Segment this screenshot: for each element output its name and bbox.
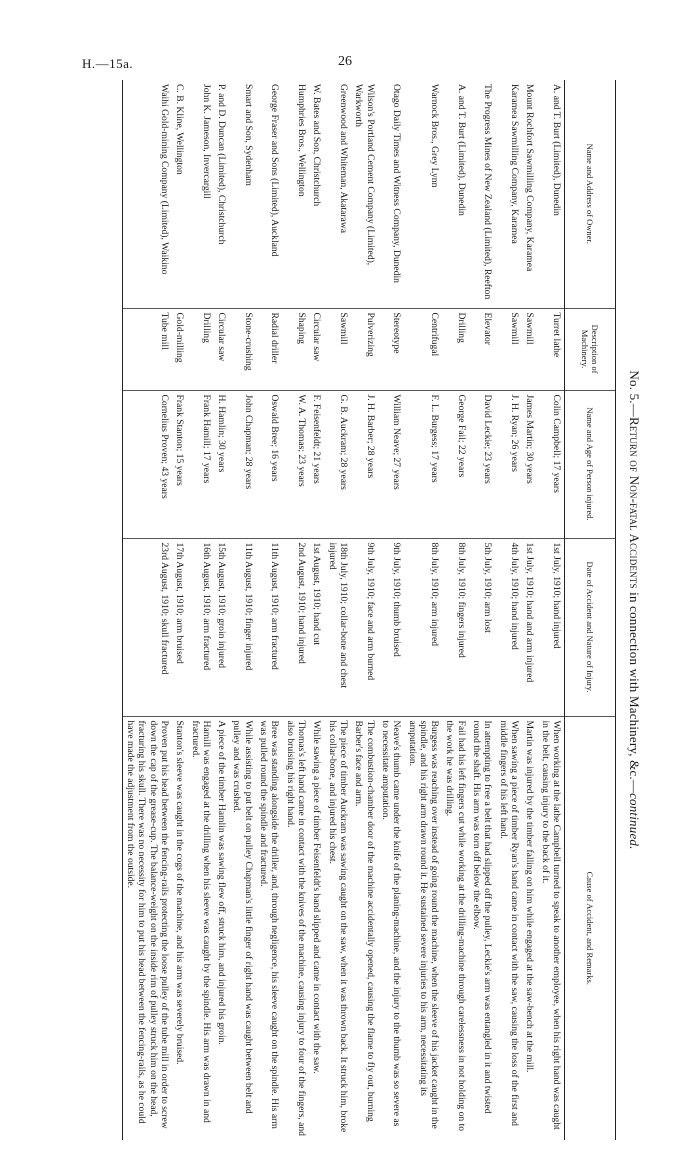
cell-machinery: Stereotype xyxy=(378,308,405,390)
cell-person: F. Feisenfeldt; 21 years xyxy=(309,390,324,538)
table-row xyxy=(442,80,469,1140)
table-row xyxy=(214,80,229,1140)
cell-date: 1st July, 1910; hand and arm injured xyxy=(522,538,537,716)
page-code: H.—15a. xyxy=(82,56,134,71)
table-row xyxy=(537,80,564,1140)
cell-date: 9th July, 1910; face and arm burned xyxy=(351,538,378,716)
cell-person: David Leckie; 23 years xyxy=(469,390,496,538)
title-main: Return of Non-fatal Accidents xyxy=(627,416,642,589)
cell-person: James Martin; 30 years xyxy=(522,390,537,538)
title-continued: continued. xyxy=(627,793,642,850)
cell-machinery: Tube mill xyxy=(122,308,172,390)
cell-person: John Chapman; 28 years xyxy=(229,390,256,538)
col-owner: Name and Address of Owner. xyxy=(565,80,616,308)
table-row xyxy=(469,80,496,1140)
cell-date: 1st August, 1910; hand cut xyxy=(309,538,324,716)
cell-cause: When working at the lathe Campbell turned to speak to another employee, when his right hand was caught in the belt, causing injury to the back of it. xyxy=(537,716,564,1140)
cell-owner: Warnock Bros., Grey Lynn xyxy=(429,84,441,188)
cell-owner: John K. Jameson, Invercargill xyxy=(200,84,212,199)
cell-owner: C. B. Kline, Wellington xyxy=(174,84,186,175)
cell-owner: Karamea Sawmilling Company, Karamea xyxy=(509,84,521,244)
cell-person: J. H. Ryan; 26 years xyxy=(495,390,522,538)
cell-person: William Neave; 27 years xyxy=(378,390,405,538)
cell-machinery: Centrifugal xyxy=(404,308,442,390)
table-row xyxy=(324,80,351,1140)
cell-person: Colin Campbell; 17 years xyxy=(537,390,564,538)
cell-cause: While sawing a piece of timber Feisenfeldt's hand slipped and came in contact with the saw. xyxy=(309,716,324,1140)
accidents-table xyxy=(122,80,616,1140)
cell-person: F. L. Burgess; 17 years xyxy=(404,390,442,538)
cell-owner: Greenwood and Whiteman, Akatarawa xyxy=(338,84,349,234)
header-row xyxy=(565,80,616,1140)
cell-cause: Burgess was reaching over instead of going round the machine, when the sleeve of his jacket caught in the spindle, and his right arm drawn round it. He sustained severe injuries to his arm, necessitating its amputation. xyxy=(404,716,442,1140)
cell-person: H. Hamlin; 30 years xyxy=(214,390,229,538)
cell-cause: Neave's thumb came under the knife of the planing-machine, and the injury to the thumb was so severe as to necessitate amputation. xyxy=(378,716,405,1140)
cell-machinery: Circular saw xyxy=(309,308,324,390)
cell-machinery: Pulverizing xyxy=(351,308,378,390)
cell-cause: Stanton's sleeve was caught in the cogs of the machine, and his arm was severely bruised. xyxy=(172,716,187,1140)
cell-cause: While assisting to put belt on pulley Chapman's little finger of right hand was caught between belt and pulley and was crushed. xyxy=(229,716,256,1140)
cell-date: 1st July, 1910; hand injured xyxy=(537,538,564,716)
table-row xyxy=(378,80,405,1140)
table-title: No. 5.—Return of Non-fatal Accidents in connection with Machinery, &c.—continued. xyxy=(627,370,642,850)
cell-cause: Fail had his left fingers cut while working at the drilling-machine through carelessness in not holding on to the work he was drilling. xyxy=(442,716,469,1140)
cell-owner: Waihi Gold-mining Company (Limited), Waikino xyxy=(122,80,172,308)
cell-cause: Martin was injured by the timber falling on him while engaged at the saw-bench at the mill. xyxy=(522,716,537,1140)
cell-owner: Otago Daily Times and Witness Company, Dunedin xyxy=(391,84,403,283)
table-row xyxy=(229,80,256,1140)
cell-machinery: Turret lathe xyxy=(537,308,564,390)
cell-cause: A piece of the timber Hamlin was sawing flew off, struck him, and injured his groin. xyxy=(214,716,229,1140)
cell-owner: The Progress Mines of New Zealand (Limited), Reefton xyxy=(482,84,494,300)
cell-person: G. B. Auckram; 28 years xyxy=(324,390,351,538)
cell-machinery: Drilling xyxy=(442,308,469,390)
cell-person: George Fail; 22 years xyxy=(442,390,469,538)
cell-date: 17th August, 1910; arm bruised xyxy=(172,538,187,716)
cell-machinery: Drilling xyxy=(187,308,214,390)
cell-date: 16th August, 1910; arm fractured xyxy=(187,538,214,716)
cell-machinery: Gold-milling xyxy=(172,308,187,390)
cell-owner: Smart and Son, Sydenham xyxy=(242,84,254,186)
table-row xyxy=(351,80,378,1140)
cell-date: 5th July, 1910; arm lost xyxy=(469,538,496,716)
table-row xyxy=(187,80,214,1140)
cell-machinery: Radial driller xyxy=(256,308,283,390)
cell-owner: George Fraser and Sons (Limited), Auckland xyxy=(269,84,281,257)
cell-person: Frank Hamill; 17 years xyxy=(187,390,214,538)
cell-cause: Hamill was engaged at the drilling when his sleeve was caught by the spindle. His arm was drawn in and fractured. xyxy=(187,716,214,1140)
col-cause: Cause of Accident, and Remarks. xyxy=(565,716,616,1140)
cell-person: W. A. Thomas; 23 years xyxy=(282,390,309,538)
cell-date: 9th July, 1910; thumb bruised xyxy=(378,538,405,716)
cell-person: J. H. Barber; 28 years xyxy=(351,390,378,538)
cell-date: 23rd August, 1910; skull fractured xyxy=(122,538,172,716)
cell-person: Cornelius Proven; 43 years xyxy=(122,390,172,538)
table-row xyxy=(404,80,442,1140)
table-row xyxy=(256,80,283,1140)
cell-machinery: Sawmill xyxy=(324,308,351,390)
table-row xyxy=(282,80,309,1140)
col-person: Name and Age of Person injured. xyxy=(565,390,616,538)
table-row xyxy=(309,80,324,1140)
cell-machinery: Shaping xyxy=(282,308,309,390)
page-number: 26 xyxy=(338,54,352,69)
cell-date: 8th July, 1910; fingers injured xyxy=(442,538,469,716)
cell-cause: Thomas's left hand came in contact with the knives of the machine, causing injury to four of the fingers, and also bruising his right hand. xyxy=(282,716,309,1140)
cell-cause: The piece of timber Auckram was sawing caught on the saw, when it was thrown back. It struck him, broke his collar-bone, and injured his chest. xyxy=(324,716,351,1140)
cell-date: 4th July, 1910; hand injured xyxy=(495,538,522,716)
cell-owner: A. and T. Burt (Limited), Dunedin xyxy=(551,84,562,216)
cell-owner: P. and D. Duncan (Limited), Christchurch xyxy=(216,84,228,245)
cell-owner: Humphries Bros., Wellington xyxy=(296,84,308,197)
table-row xyxy=(172,80,187,1140)
table-row xyxy=(122,80,172,1140)
cell-machinery: Sawmill xyxy=(495,308,522,390)
cell-machinery: Elevator xyxy=(469,308,496,390)
cell-date: 11th August, 1910; arm fractured xyxy=(256,538,283,716)
cell-cause: In attempting to free a belt that had slipped off the pulley, Leckie's arm was entangled in it and twisted round the shaft. His arm was torn off below the elbow. xyxy=(469,716,496,1140)
cell-date: 8th July, 1910; arm injured xyxy=(404,538,442,716)
cell-cause: Proven put his head between the fencing-rails protecting the loose pulley of the tube mill in order to screw down the cap of the grease-cup. The balance-weight on the inside rim of pulley struck him on the head, fracturing his skull. There was no necessity for him to put his head between the fencing-rails, as he could have made the adjustment from the outside. xyxy=(122,716,172,1140)
cell-owner: W. Bates and Son, Christchurch xyxy=(311,84,323,207)
cell-machinery: Circular saw xyxy=(214,308,229,390)
col-date: Date of Accident and Nature of Injury. xyxy=(565,538,616,716)
cell-date: 2nd August, 1910; hand injured xyxy=(282,538,309,716)
rotated-page xyxy=(90,80,650,1140)
table-row xyxy=(522,80,537,1140)
cell-date: 11th August, 1910; finger injured xyxy=(229,538,256,716)
col-machinery: Description of Machinery. xyxy=(565,308,616,390)
cell-person: Oswald Bree; 16 years xyxy=(256,390,283,538)
cell-date: 18th July, 1910; collar-bone and chest injured xyxy=(324,538,351,716)
cell-date: 15th August, 1910; groin injured xyxy=(214,538,229,716)
cell-cause: When sawing a piece of timber Ryan's hand came in contact with the saw, causing the loss of the first and middle fingers of his left hand. xyxy=(495,716,522,1140)
cell-person: Frank Stanton; 15 years xyxy=(172,390,187,538)
table-row xyxy=(495,80,522,1140)
cell-cause: The combustion-chamber door of the machine accidentally opened, causing the flame to fly out, burning Barber's face and arm. xyxy=(351,716,378,1140)
cell-owner: Wilson's Portland Cement Company (Limited), Warkworth xyxy=(353,84,376,266)
cell-owner: A. and T. Burt (Limited), Dunedin xyxy=(455,84,467,216)
cell-cause: Bree was standing alongside the driller, and, through negligence, his sleeve caught on the spindle. His arm was pulled round the spindle and fractured. xyxy=(256,716,283,1140)
cell-owner: Mount Rochfort Sawmilling Company, Karamea xyxy=(524,84,536,272)
cell-machinery: Sawmill xyxy=(522,308,537,390)
cell-machinery: Stone-crushing xyxy=(229,308,256,390)
